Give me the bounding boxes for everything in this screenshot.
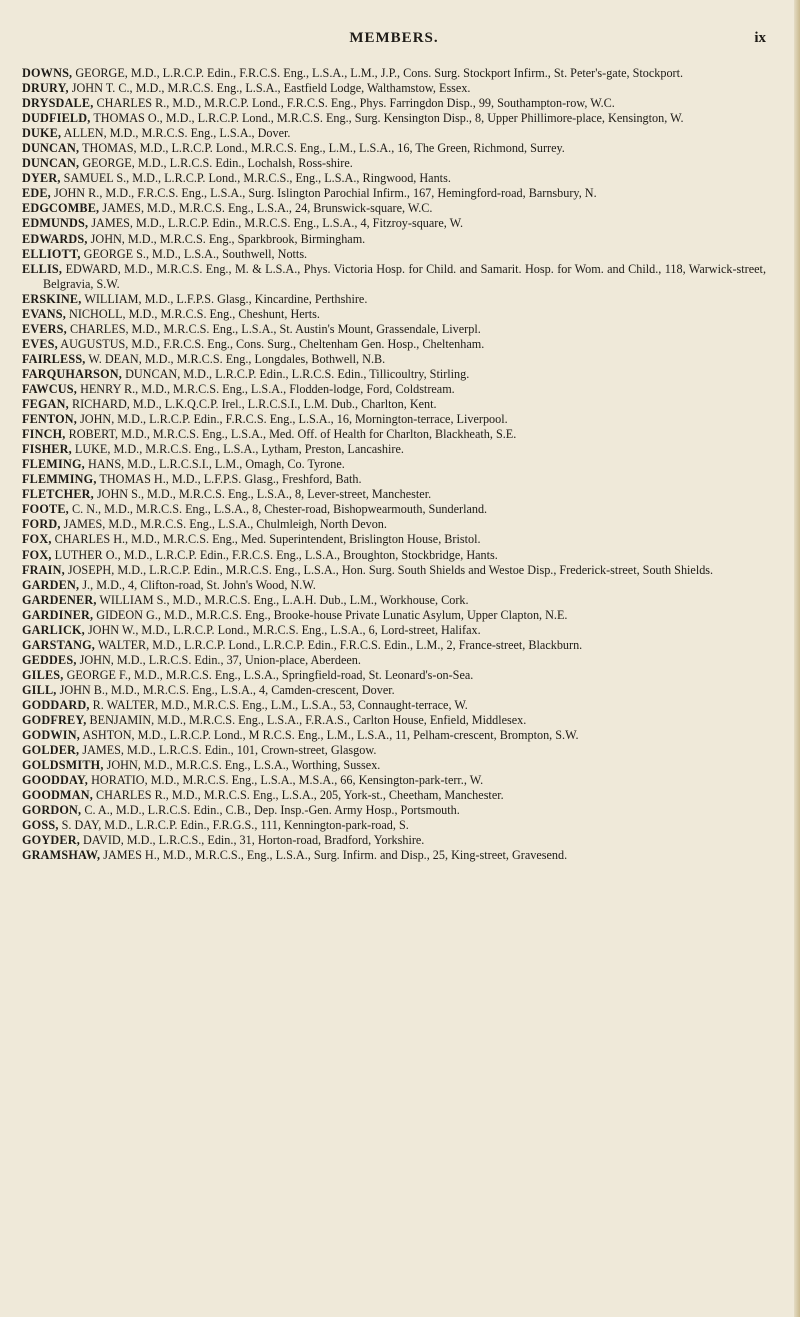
member-surname: EDGCOMBE, [22,201,100,216]
list-item [22,563,766,578]
member-details: JOHN, M.D., L.R.C.P. Edin., F.R.C.S. Eng., L.S.A., 16, Mornington-terrace, Liverpool. [77,412,508,427]
member-surname: GOYDER, [22,833,80,848]
member-details: ROBERT, M.D., M.R.C.S. Eng., L.S.A., Med. Off. of Health for Charlton, Blackheath, S.E. [65,427,517,442]
list-item [22,337,766,352]
member-details: SAMUEL S., M.D., L.R.C.P. Lond., M.R.C.S., Eng., L.S.A., Ringwood, Hants. [60,171,451,186]
member-surname: FRAIN, [22,562,65,577]
list-item [22,247,766,262]
member-details: CHARLES R., M.D., M.R.C.P. Lond., F.R.C.S. Eng., Phys. Farringdon Disp., 99, Southampton-row, W.C. [93,96,615,111]
list-item [22,743,766,758]
member-details: JAMES, M.D., M.R.C.S. Eng., L.S.A., 24, Brunswick-square, W.C. [99,201,433,216]
member-details: JOHN, M.D., L.R.C.S. Edin., 37, Union-place, Aberdeen. [76,652,361,667]
member-surname: EDE, [22,186,51,201]
list-item [22,307,766,322]
member-details: GEORGE, M.D., L.R.C.S. Edin., Lochalsh, Ross-shire. [79,156,353,171]
member-surname: GARDEN, [22,577,80,592]
member-details: RICHARD, M.D., L.K.Q.C.P. Irel., L.R.C.S.I., L.M. Dub., Charlton, Kent. [68,397,437,412]
member-surname: FENTON, [22,412,78,427]
member-details: LUKE, M.D., M.R.C.S. Eng., L.S.A., Lytham, Preston, Lancashire. [71,442,404,457]
member-details: JOHN T. C., M.D., M.R.C.S. Eng., L.S.A., Eastfield Lodge, Walthamstow, Essex. [68,81,471,96]
member-details: JOHN R., M.D., F.R.C.S. Eng., L.S.A., Surg. Islington Parochial Infirm., 167, Hemingford-road, Barnsbury, N. [50,186,597,201]
member-surname: GORDON, [22,803,82,818]
list-item [22,232,766,247]
list-item [22,111,766,126]
member-details: C. A., M.D., L.R.C.S. Edin., C.B., Dep. Insp.-Gen. Army Hosp., Portsmouth. [81,803,460,818]
list-item [22,262,766,292]
list-item [22,713,766,728]
member-surname: GEDDES, [22,652,77,667]
list-item [22,201,766,216]
list-item [22,638,766,653]
list-item [22,412,766,427]
list-item [22,186,766,201]
member-details: JOHN, M.D., M.R.C.S. Eng., L.S.A., Worthing, Sussex. [103,758,381,773]
page-number: ix [754,30,766,46]
list-item [22,81,766,96]
member-surname: ELLIOTT, [22,246,81,261]
member-details: AUGUSTUS, M.D., F.R.C.S. Eng., Cons. Surg., Cheltenham Gen. Hosp., Cheltenham. [57,336,485,351]
member-details: J., M.D., 4, Clifton-road, St. John's Wood, N.W. [79,577,316,592]
member-details: NICHOLL, M.D., M.R.C.S. Eng., Cheshunt, Herts. [66,306,320,321]
member-details: JAMES, M.D., L.R.C.S. Edin., 101, Crown-street, Glasgow. [79,743,377,758]
list-item [22,457,766,472]
running-title: MEMBERS. [349,30,439,46]
member-surname: DRYSDALE, [22,96,94,111]
list-item [22,96,766,111]
list-item [22,352,766,367]
member-surname: FISHER, [22,442,72,457]
member-details: JAMES, M.D., L.R.C.P. Edin., M.R.C.S. Eng., L.S.A., 4, Fitzroy-square, W. [88,216,464,231]
member-surname: GILL, [22,682,57,697]
member-surname: FOX, [22,532,52,547]
member-details: GEORGE, M.D., L.R.C.P. Edin., F.R.C.S. Eng., L.S.A., L.M., J.P., Cons. Surg. Stockport Infirm., St. Peter's-gate, Stockport. [72,66,684,80]
member-details: THOMAS O., M.D., L.R.C.P. Lond., M.R.C.S. Eng., Surg. Kensington Disp., 8, Upper Phillimore-place, Kensington, W. [90,111,684,126]
member-surname: DUNCAN, [22,141,80,156]
member-surname: DUKE, [22,126,62,141]
member-details: JOSEPH, M.D., L.R.C.P. Edin., M.R.C.S. Eng., L.S.A., Hon. Surg. South Shields and Westoe Disp., Frederick-street, South Shields. [64,562,714,577]
list-item [22,758,766,773]
member-surname: DUNCAN, [22,156,80,171]
list-item [22,472,766,487]
member-surname: FLEMMING, [22,472,97,487]
list-item [22,427,766,442]
member-surname: GOODMAN, [22,788,93,803]
member-surname: DOWNS, [22,66,73,80]
member-details: ALLEN, M.D., M.R.C.S. Eng., L.S.A., Dover. [61,126,291,141]
list-item [22,66,766,81]
list-item [22,848,766,863]
member-surname: GARSTANG, [22,637,96,652]
list-item [22,502,766,517]
member-surname: EVERS, [22,321,67,336]
member-details: ASHTON, M.D., L.R.C.P. Lond., M R.C.S. Eng., L.M., L.S.A., 11, Pelham-crescent, Brompton, S.W. [79,728,579,743]
member-surname: DYER, [22,171,61,186]
member-details: WILLIAM, M.D., L.F.P.S. Glasg., Kincardine, Perthshire. [81,291,368,306]
member-surname: GARLICK, [22,622,85,637]
list-item [22,397,766,412]
member-details: WILLIAM S., M.D., M.R.C.S. Eng., L.A.H. Dub., L.M., Workhouse, Cork. [96,592,469,607]
list-item [22,833,766,848]
member-surname: GOLDSMITH, [22,758,104,773]
list-item [22,653,766,668]
member-surname: DRURY, [22,81,69,96]
member-surname: EDWARDS, [22,231,88,246]
member-surname: EVES, [22,336,58,351]
member-surname: GRAMSHAW, [22,848,101,863]
member-surname: FLETCHER, [22,487,94,502]
member-details: EDWARD, M.D., M.R.C.S. Eng., M. & L.S.A., Phys. Victoria Hosp. for Child. and Samarit. Hosp. for Wom. and Child., 118, Warwick-street, Belgravia, S.W. [43,261,766,291]
member-surname: FINCH, [22,427,66,442]
list-item [22,593,766,608]
list-item [22,773,766,788]
member-surname: ELLIS, [22,261,63,276]
member-surname: GOSS, [22,818,59,833]
member-surname: FOX, [22,547,52,562]
member-details: JAMES, M.D., M.R.C.S. Eng., L.S.A., Chulmleigh, North Devon. [60,517,387,532]
list-item [22,156,766,171]
member-details: THOMAS H., M.D., L.F.P.S. Glasg., Freshford, Bath. [96,472,362,487]
list-item [22,216,766,231]
member-details: JOHN S., M.D., M.R.C.S. Eng., L.S.A., 8, Lever-street, Manchester. [93,487,432,502]
member-details: LUTHER O., M.D., L.R.C.P. Edin., F.R.C.S. Eng., L.S.A., Broughton, Stockbridge, Hants. [51,547,498,562]
member-details: HANS, M.D., L.R.C.S.I., L.M., Omagh, Co. Tyrone. [84,457,345,472]
member-details: GEORGE S., M.D., L.S.A., Southwell, Notts. [80,246,308,261]
member-surname: DUDFIELD, [22,111,91,126]
list-item [22,487,766,502]
member-details: BENJAMIN, M.D., M.R.C.S. Eng., L.S.A., F.R.A.S., Carlton House, Enfield, Middlesex. [86,713,527,728]
member-surname: FAIRLESS, [22,351,86,366]
member-details: JAMES H., M.D., M.R.C.S., Eng., L.S.A., Surg. Infirm. and Disp., 25, King-street, Gravesend. [100,848,568,863]
member-details: GEORGE F., M.D., M.R.C.S. Eng., L.S.A., Springfield-road, St. Leonard's-on-Sea. [63,667,474,682]
list-item [22,683,766,698]
member-details: THOMAS, M.D., L.R.C.P. Lond., M.R.C.S. Eng., L.M., L.S.A., 16, The Green, Richmond, Surrey. [79,141,565,156]
member-surname: FEGAN, [22,397,69,412]
member-details: R. WALTER, M.D., M.R.C.S. Eng., L.M., L.S.A., 53, Connaught-terrace, W. [89,697,468,712]
member-details: JOHN W., M.D., L.R.C.P. Lond., M.R.C.S. Eng., L.S.A., 6, Lord-street, Halifax. [84,622,481,637]
member-surname: GODDARD, [22,697,90,712]
member-surname: FLEMING, [22,457,85,472]
member-details: C. N., M.D., M.R.C.S. Eng., L.S.A., 8, Chester-road, Bishopwearmouth, Sunderland. [68,502,488,517]
list-item [22,367,766,382]
member-surname: GARDINER, [22,607,94,622]
member-list [22,66,766,863]
member-details: WALTER, M.D., L.R.C.P. Lond., L.R.C.P. Edin., F.R.C.S. Edin., L.M., 2, France-street, Blackburn. [95,637,583,652]
member-details: CHARLES R., M.D., M.R.C.S. Eng., L.S.A., 205, York-st., Cheetham, Manchester. [93,788,504,803]
member-surname: FORD, [22,517,61,532]
member-surname: EVANS, [22,306,66,321]
member-details: HORATIO, M.D., M.R.C.S. Eng., L.S.A., M.S.A., 66, Kensington-park-terr., W. [88,773,484,788]
member-details: W. DEAN, M.D., M.R.C.S. Eng., Longdales, Bothwell, N.B. [85,351,386,366]
member-details: JOHN, M.D., M.R.C.S. Eng., Sparkbrook, Birmingham. [87,231,366,246]
list-item [22,171,766,186]
member-details: JOHN B., M.D., M.R.C.S. Eng., L.S.A., 4, Camden-crescent, Dover. [56,682,395,697]
member-details: CHARLES H., M.D., M.R.C.S. Eng., Med. Superintendent, Brislington House, Bristol. [51,532,481,547]
list-item [22,698,766,713]
member-surname: GODFREY, [22,713,87,728]
member-surname: GOODDAY, [22,773,89,788]
list-item [22,532,766,547]
member-surname: GOLDER, [22,743,80,758]
member-details: HENRY R., M.D., M.R.C.S. Eng., L.S.A., Flodden-lodge, Ford, Coldstream. [77,381,455,396]
list-item [22,668,766,683]
member-details: S. DAY, M.D., L.R.C.P. Edin., F.R.G.S., 111, Kennington-park-road, S. [58,818,409,833]
member-surname: EDMUNDS, [22,216,89,231]
list-item [22,788,766,803]
list-item [22,292,766,307]
member-surname: GARDENER, [22,592,97,607]
list-item [22,126,766,141]
list-item [22,517,766,532]
list-item [22,382,766,397]
member-details: DAVID, M.D., L.R.C.S., Edin., 31, Horton-road, Bradford, Yorkshire. [79,833,425,848]
member-surname: GODWIN, [22,728,80,743]
list-item [22,728,766,743]
list-item [22,803,766,818]
member-details: CHARLES, M.D., M.R.C.S. Eng., L.S.A., St. Austin's Mount, Grassendale, Liverpl. [66,321,481,336]
list-item [22,442,766,457]
member-surname: ERSKINE, [22,291,82,306]
list-item [22,818,766,833]
member-surname: FAWCUS, [22,381,78,396]
list-item [22,322,766,337]
member-details: GIDEON G., M.D., M.R.C.S. Eng., Brooke-house Private Lunatic Asylum, Upper Clapton, N.E. [93,607,568,622]
page-header [22,28,766,54]
member-surname: GILES, [22,667,64,682]
member-surname: FARQUHARSON, [22,366,123,381]
member-surname: FOOTE, [22,502,69,517]
list-item [22,578,766,593]
list-item [22,623,766,638]
list-item [22,608,766,623]
list-item [22,141,766,156]
list-item [22,548,766,563]
member-details: DUNCAN, M.D., L.R.C.P. Edin., L.R.C.S. Edin., Tillicoultry, Stirling. [122,366,470,381]
page-edge [794,0,800,1317]
